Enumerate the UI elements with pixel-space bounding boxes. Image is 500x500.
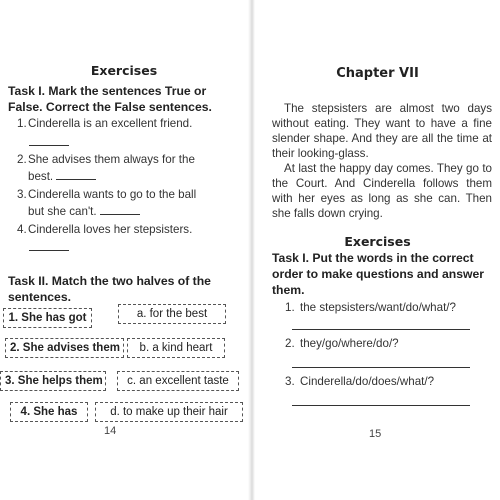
match-right-a[interactable]: a. for the best (118, 304, 226, 324)
task2-heading: Task II. Match the two halves of the sentences. (8, 274, 211, 304)
item-text: Cinderella loves her stepsisters. (28, 223, 193, 236)
answer-line[interactable] (292, 367, 470, 368)
match-right-d[interactable]: d. to make up their hair (95, 402, 243, 422)
answer-blank[interactable] (29, 250, 69, 251)
item-text: She advises them always for the (28, 153, 195, 166)
task1-item-3 (285, 374, 495, 390)
match-right-c[interactable]: c. an excellent taste (117, 371, 239, 391)
match-left-3[interactable]: 3. She helps them (0, 371, 106, 391)
item-number: 1. (17, 117, 27, 130)
book-spine (248, 0, 255, 500)
answer-line[interactable] (292, 329, 470, 330)
item-number: 3. (285, 375, 295, 388)
item-number: 2. (285, 337, 295, 350)
item-text: the stepsisters/want/do/what/? (300, 301, 456, 314)
item-number: 2. (17, 153, 27, 166)
task1-item-2 (17, 152, 242, 184)
match-right-b[interactable]: b. a kind heart (127, 338, 225, 358)
item-number: 3. (17, 188, 27, 201)
task1-heading: Task I. Put the words in the correct order to make questions and answer them. (272, 251, 484, 297)
task1-item-4 (17, 222, 242, 238)
match-left-4[interactable]: 4. She has (10, 402, 88, 422)
page-number: 14 (104, 425, 117, 437)
item-text-end: best. (28, 170, 54, 183)
item-text: Cinderella wants to go to the ball (28, 188, 197, 201)
task1-item-1 (285, 300, 495, 316)
item-text: they/go/where/do/? (300, 337, 399, 350)
exercises-title: Exercises (90, 63, 158, 78)
paragraph-1: The stepsisters are almost two days without eating. They want to have a fine slender shape. And they are all the time at their looking-glass. (272, 102, 492, 160)
right-page (255, 0, 500, 500)
exercises-title: Exercises (344, 234, 411, 249)
match-left-1[interactable]: 1. She has got (3, 308, 92, 328)
answer-blank[interactable] (29, 145, 69, 146)
item-number: 4. (17, 223, 27, 236)
task1-item-1 (17, 116, 242, 132)
task1-heading: Task I. Mark the sentences True or False. Correct the False sentences. (8, 84, 212, 114)
item-text-cont (28, 168, 96, 185)
paragraph-2: At last the happy day comes. They go to the Court. And Cinderella follows them with her eyes as long as she can. Then she falls down crying. (272, 162, 492, 220)
page-number: 15 (369, 428, 382, 440)
item-text-end: but she can't. (28, 205, 97, 218)
item-text: Cinderella is an excellent friend. (28, 117, 193, 130)
task1-item-3 (17, 187, 242, 219)
chapter-text (272, 101, 492, 221)
item-number: 1. (285, 301, 295, 314)
answer-line[interactable] (292, 405, 470, 406)
item-text-cont (28, 203, 140, 220)
match-left-2[interactable]: 2. She advises them (5, 338, 124, 358)
chapter-title: Chapter VII (336, 66, 419, 81)
left-page (0, 0, 248, 500)
answer-blank[interactable] (100, 203, 140, 215)
answer-blank[interactable] (56, 168, 96, 180)
task1-item-2 (285, 336, 495, 352)
item-text: Cinderella/do/does/what/? (300, 375, 435, 388)
